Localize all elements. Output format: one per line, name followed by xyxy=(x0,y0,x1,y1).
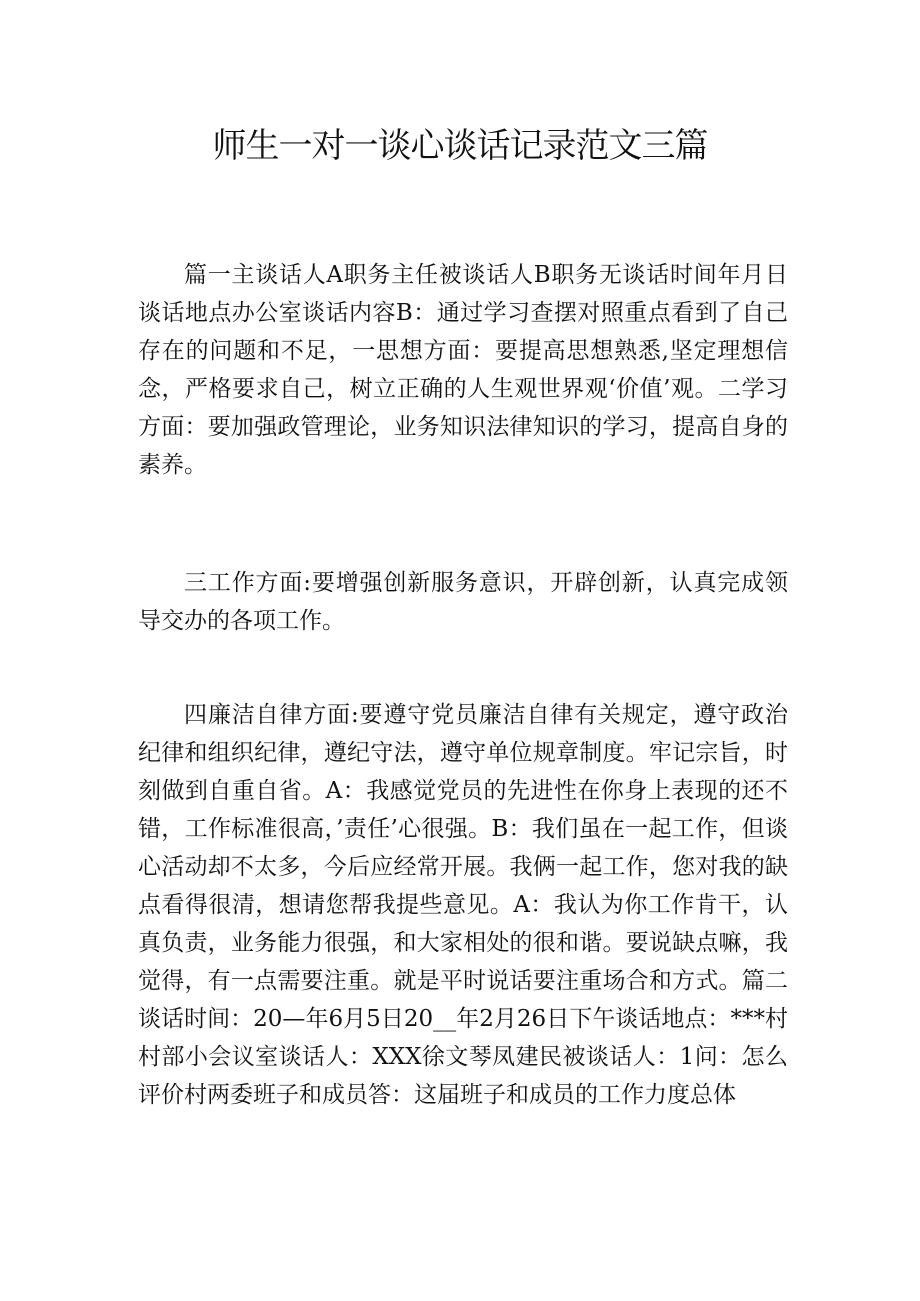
paragraph: 四廉洁自律方面:要遵守党员廉洁自律有关规定，遵守政治纪律和组织纪律，遵纪守法，遵守单位规章制度。牢记宗旨，时刻做到自重自省。A：我感觉党员的先进性在你身上表现的还不错，工作标准很高，’责任’心很强。B：我们虽在一起工作，但谈心活动却不太多，今后应经常开展。我俩一起工作，您对我的缺点看得很清，想请您帮我提些意见。A：我认为你工作肯干，认真负责，业务能力很强，和大家相处的很和谐。要说缺点嘛，我觉得，有一点需要注重。就是平时说话要注重场合和方式。篇二谈话时间：20—年6月5日20__年2月26日下午谈话地点：***村村部小会议室谈话人：XXX徐文琴凤建民被谈话人：1问：怎么评价村两委班子和成员答：这届班子和成员的工作力度总体 xyxy=(138,702,788,1108)
paragraph: 篇一主谈话人A职务主任被谈话人B职务无谈话时间年月日谈话地点办公室谈话内容B：通过学习查摆对照重点看到了自己存在的问题和不足，一思想方面：要提高思想熟悉,坚定理想信念，严格要求自己，树立正确的人生观世界观‘价值’观。二学习方面：要加强政管理论，业务知识法律知识的学习，提高自身的素养。 xyxy=(138,262,788,478)
paragraph: 三工作方面:要增强创新服务意识，开辟创新，认真完成领导交办的各项工作。 xyxy=(138,570,788,634)
paragraph-2-block xyxy=(138,564,788,640)
paragraph-1-block xyxy=(138,256,788,484)
paragraph-3-block xyxy=(138,696,788,1114)
document-title: 师生一对一谈心谈话记录范文三篇 xyxy=(212,126,708,166)
